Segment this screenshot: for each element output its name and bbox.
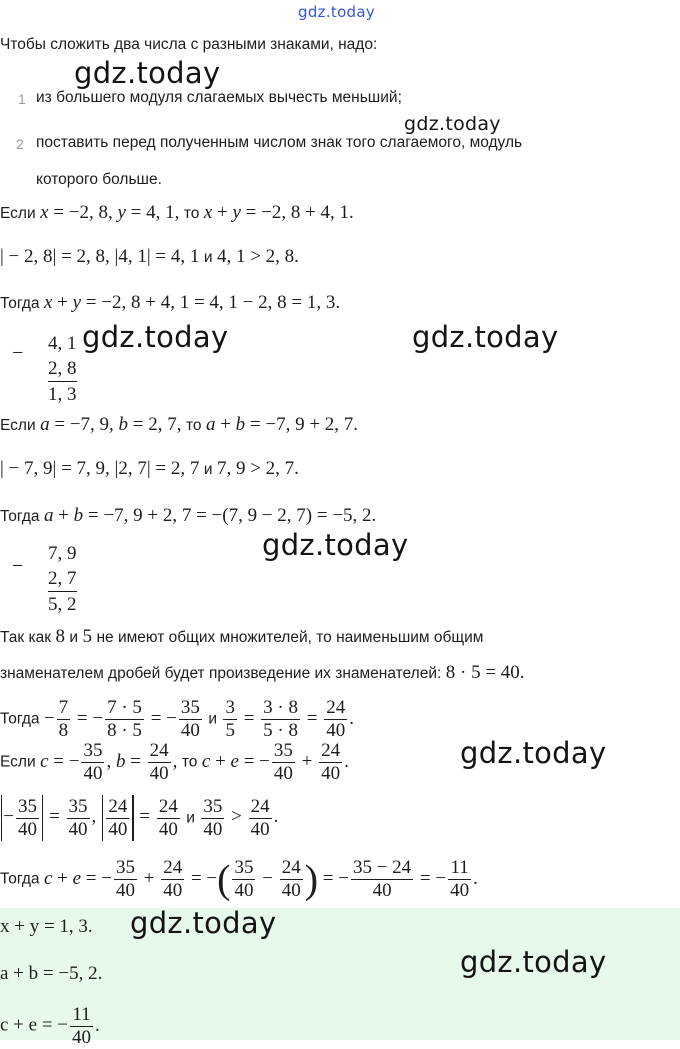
intro-text: Чтобы сложить два числа с разными знаками, надо:	[0, 36, 378, 53]
math-line: − $\frac{35}{40}$ = $\frac{35}{40}$ , $\frac{24}{40}$ = $\frac{24}{40}$ и $\frac{35}{40}$ > $\frac{24}{40}$ .	[0, 795, 278, 841]
watermark-top: gdz.today	[298, 3, 376, 21]
column-minus-sign: −	[12, 342, 24, 364]
column-subtraction: 4, 1 2, 8 1, 3	[48, 333, 77, 405]
answer-line: c + e = − $\frac{11}{40}$ .	[0, 1004, 100, 1048]
watermark: gdz.today	[412, 320, 559, 354]
math-line: Если c = − $\frac{35}{40}$ , b = $\frac{24}{40}$ , то c + e = − $\frac{35}{40}$ + $\frac{24}{40}$ .	[0, 740, 349, 784]
math-line: Тогда − $\frac{7}{8}$ = − $\frac{7 \cdot 5}{8 \cdot 5}$ = − $\frac{35}{40}$ и $\frac{3}{5}$ = $\frac{3 \cdot 8}{5 \cdot 8}$ = $\frac{24}{40}$ .	[0, 697, 354, 741]
math-line: Тогда a + b = −7, 9 + 2, 7 = −(7, 9 − 2, 7) = −5, 2.	[0, 505, 377, 526]
column-minus-sign: −	[12, 555, 24, 577]
step-number: 1	[18, 91, 26, 107]
math-line: Если a = −7, 9, b = 2, 7, то a + b = −7, 9 + 2, 7.	[0, 414, 359, 435]
watermark: gdz.today	[130, 906, 277, 940]
answer-line: a + b = −5, 2.	[0, 963, 103, 984]
column-subtraction: 7, 9 2, 7 5, 2	[48, 543, 77, 615]
step-text: поставить перед полученным числом знак того слагаемого, модуль	[36, 134, 523, 151]
text-line: знаменателем дробей будет произведение их знаменателей: 8 · 5 = 40.	[0, 662, 525, 683]
step-text-continued: которого больше.	[36, 171, 162, 188]
watermark: gdz.today	[262, 528, 409, 562]
math-line: | − 7, 9| = 7, 9, |2, 7| = 2, 7 и 7, 9 > 2, 7.	[0, 458, 299, 479]
watermark: gdz.today	[460, 945, 607, 979]
watermark: gdz.today	[460, 736, 607, 770]
text-line: Так как 8 и 5 не имеют общих множителей, то наименьшим общим	[0, 626, 484, 647]
watermark: gdz.today	[82, 320, 229, 354]
watermark: gdz.today	[74, 56, 221, 90]
math-line: Если x = −2, 8, y = 4, 1, то x + y = −2, 8 + 4, 1.	[0, 202, 354, 223]
math-line: Тогда x + y = −2, 8 + 4, 1 = 4, 1 − 2, 8 = 1, 3.	[0, 292, 341, 313]
step-text: из большего модуля слагаемых вычесть меньший;	[36, 89, 402, 106]
answer-line: x + y = 1, 3.	[0, 916, 93, 937]
math-line: Тогда c + e = − $\frac{35}{40}$ + $\frac{24}{40}$ = −( $\frac{35}{40}$ − $\frac{24}{40}$ ) = − $\frac{35 - 24}{40}$ = − $\frac{11}{40}$ .	[0, 856, 478, 902]
math-line: | − 2, 8| = 2, 8, |4, 1| = 4, 1 и 4, 1 > 2, 8.	[0, 246, 299, 267]
step-number: 2	[16, 136, 24, 152]
watermark: gdz.today	[404, 113, 501, 135]
